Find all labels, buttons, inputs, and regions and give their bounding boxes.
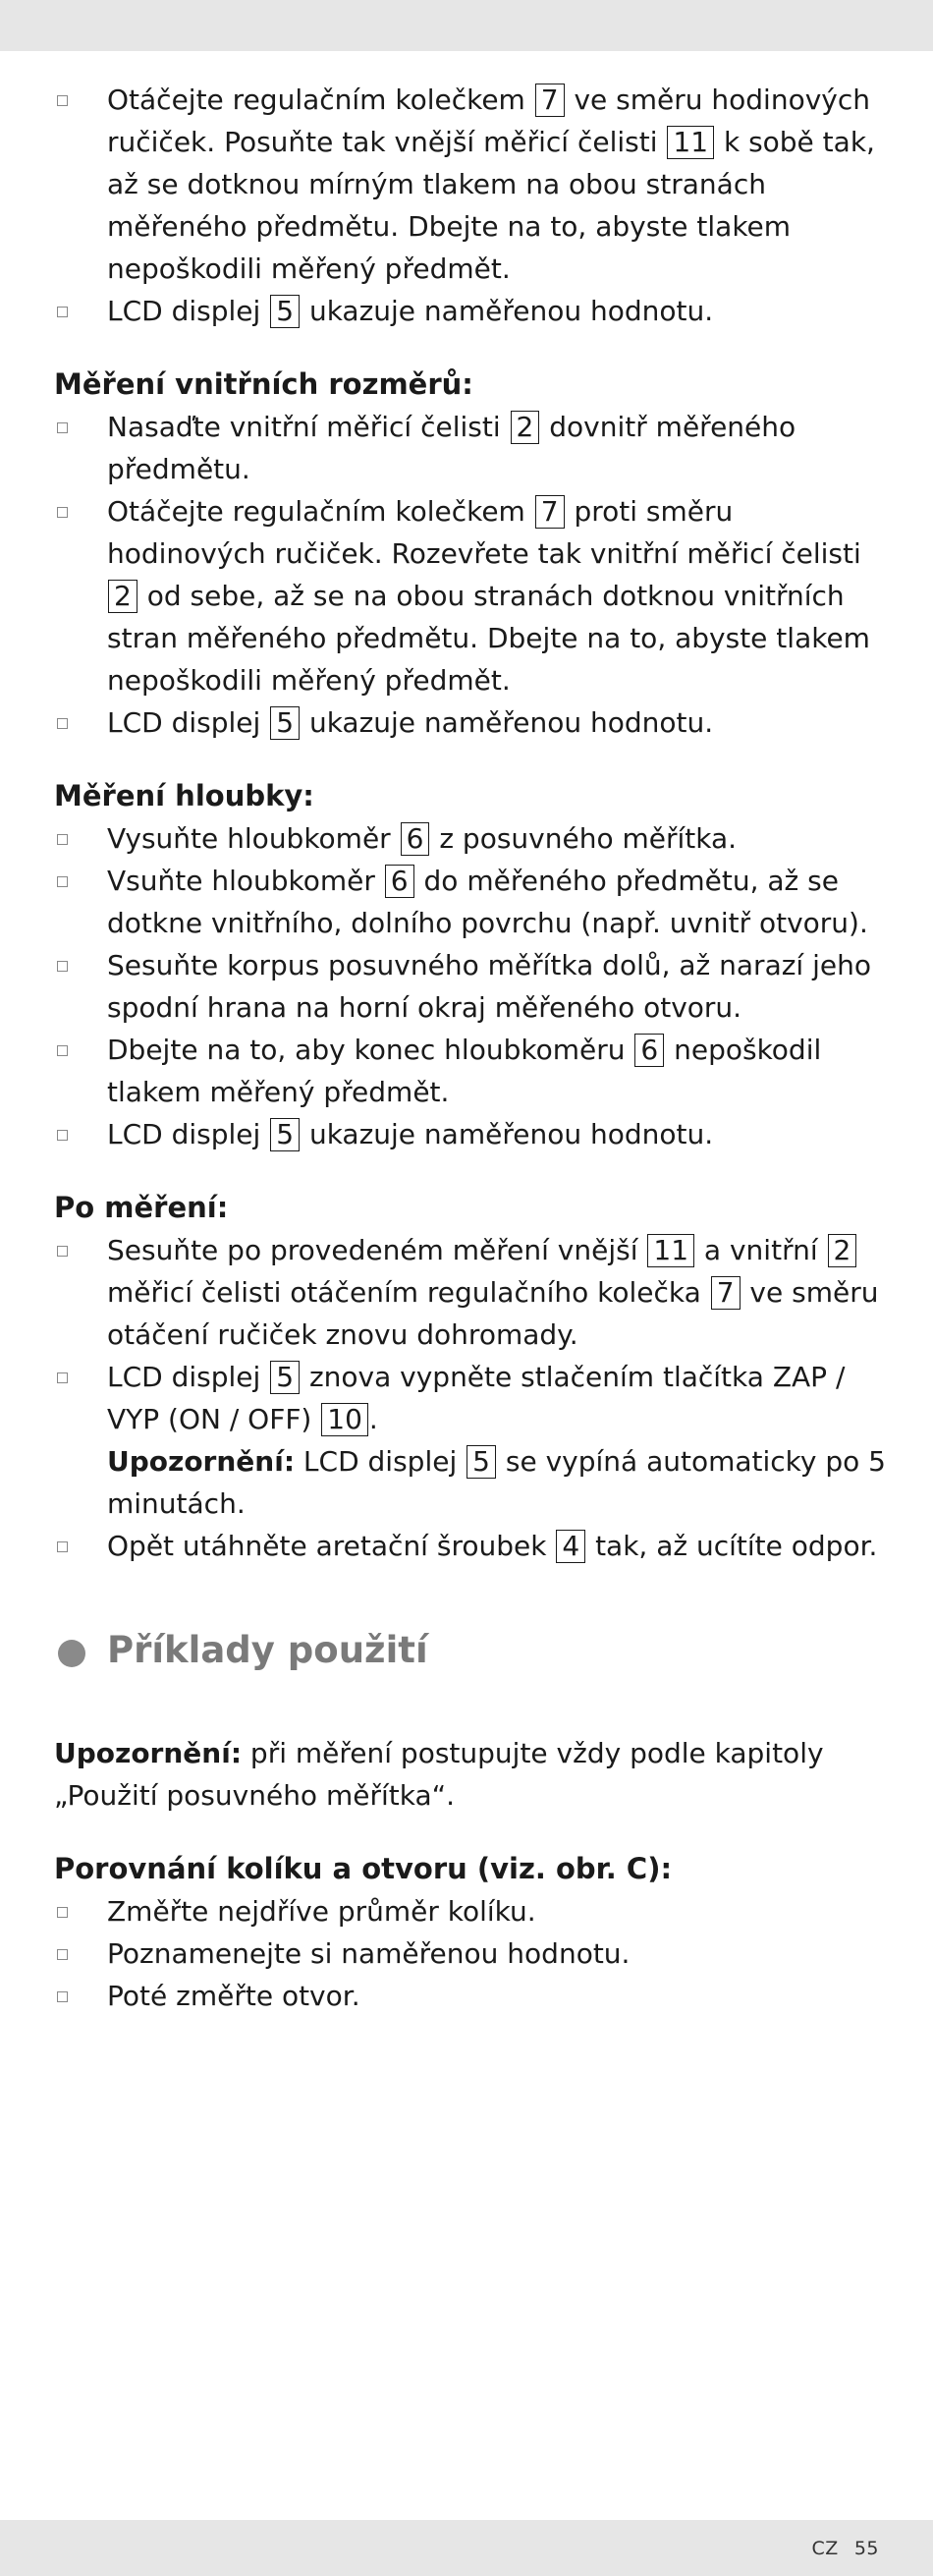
bullet-dot-icon [58,1640,85,1667]
item-text: proti směru hodinových ručiček. Rozevřete tak vnitřní měřicí čelisti [107,495,861,570]
chapter-heading-text: Příklady použití [107,1629,428,1671]
bullet-icon [57,961,68,972]
bullet-icon [57,1372,68,1383]
list-item [54,1229,889,1356]
note-text: se vypíná automaticky po 5 minutách. [107,1445,886,1520]
item-text: Sesuňte korpus posuvného měřítka dolů, až narazí jeho spodní hrana na horní okraj měřeného otvoru. [107,949,871,1024]
item-text: LCD displej [107,295,270,327]
part-number-badge: 7 [535,495,565,529]
part-number-badge: 2 [511,411,540,444]
part-number-badge: 11 [647,1234,694,1267]
list-item [54,817,889,860]
item-text: a vnitřní [695,1234,827,1266]
item-text: Vsuňte hloubkoměr [107,865,384,897]
item-text: Nasaďte vnitřní měřicí čelisti [107,411,510,443]
page-number: 55 [853,2538,879,2559]
item-text: ukazuje naměřenou hodnotu. [301,1118,714,1150]
bullet-icon [57,1541,68,1552]
note-label: Upozornění: [54,1737,243,1769]
page-content [54,79,889,2017]
item-text: Změřte nejdříve průměr kolíku. [107,1895,536,1928]
list-item [54,701,889,744]
section-heading: Měření hloubky: [54,779,314,812]
part-number-badge: 7 [711,1276,741,1310]
bullet-icon [57,1130,68,1141]
item-text: LCD displej [107,1118,270,1150]
chapter-heading [54,1626,889,1675]
bullet-icon [57,1246,68,1257]
list-item [54,1525,889,1567]
section-heading: Měření vnitřních rozměrů: [54,367,473,401]
item-text: Otáčejte regulačním kolečkem [107,495,534,528]
list-item [54,1890,889,1932]
part-number-badge: 5 [270,1361,300,1394]
list-item [54,944,889,1029]
list-item [54,406,889,490]
list-item [54,1029,889,1113]
item-text: dovnitř měřeného předmětu. [107,411,796,485]
part-number-badge: 5 [270,706,300,740]
item-text: ukazuje naměřenou hodnotu. [301,295,714,327]
note-text: při měření postupujte vždy podle kapitoly „Použití posuvného měřítka“. [54,1737,824,1812]
bullet-icon [57,1949,68,1960]
list-item [54,79,889,290]
part-number-badge: 5 [270,1118,300,1151]
footer-language: CZ [811,2538,839,2559]
bullet-icon [57,307,68,317]
item-text: . [368,1403,378,1435]
list-item [54,860,889,944]
item-text: Dbejte na to, aby konec hloubkoměru [107,1034,634,1066]
section-heading: Porovnání kolíku a otvoru (viz. obr. C): [54,1852,673,1885]
bullet-icon [57,507,68,518]
part-number-badge: 6 [634,1034,664,1067]
bullet-icon [57,876,68,887]
part-number-badge: 11 [667,126,714,159]
part-number-badge: 6 [385,865,414,898]
part-number-badge: 4 [556,1530,585,1563]
item-text: znova vypněte stlačením tlačítka ZAP / VYP (ON / OFF) [107,1361,846,1435]
bullet-icon [57,834,68,845]
page-footer [812,2538,879,2559]
list-item [54,1932,889,1975]
item-text: od sebe, až se na obou stranách dotknou vnitřních stran měřeného předmětu. Dbejte na to, abyste tlakem nepoškodili měřený předmět. [107,580,870,697]
footer-bar [0,2520,933,2576]
item-text: měřicí čelisti otáčením regulačního kolečka [107,1276,710,1309]
item-text: Opět utáhněte aretační šroubek [107,1530,556,1562]
bullet-icon [57,1991,68,2002]
item-text: Poté změřte otvor. [107,1980,360,2012]
note [107,1440,889,1525]
item-text: tak, až ucítíte odpor. [586,1530,878,1562]
item-text: ve směru hodinových ručiček. Posuňte tak vnější měřicí čelisti [107,84,870,158]
part-number-badge: 5 [466,1445,496,1479]
part-number-badge: 10 [321,1403,368,1436]
item-text: LCD displej [107,1361,270,1393]
item-text: Poznamenejte si naměřenou hodnotu. [107,1937,631,1970]
item-text: z posuvného měřítka. [430,822,738,855]
item-text: Sesuňte po provedeném měření vnější [107,1234,647,1266]
section-heading: Po měření: [54,1191,229,1224]
item-text: LCD displej [107,706,270,739]
note-paragraph [54,1732,889,1817]
part-number-badge: 6 [401,822,430,856]
item-text: Otáčejte regulačním kolečkem [107,84,534,116]
item-text: Vysuňte hloubkoměr [107,822,400,855]
item-text: ukazuje naměřenou hodnotu. [301,706,714,739]
list-item [54,290,889,332]
note-label: Upozornění: [107,1445,296,1478]
item-text: k sobě tak, až se dotknou mírným tlakem na obou stranách měřeného předmětu. Dbejte na to, abyste tlakem nepoškodili měřený předmět. [107,126,875,285]
bullet-icon [57,422,68,433]
list-item [54,1356,889,1525]
item-text: ve směru otáčení ručiček znovu dohromady. [107,1276,879,1351]
part-number-badge: 7 [535,84,565,117]
top-bar [0,0,933,51]
part-number-badge: 2 [828,1234,857,1267]
item-text: nepoškodil tlakem měřený předmět. [107,1034,822,1108]
bullet-icon [57,718,68,729]
part-number-badge: 2 [108,580,137,613]
bullet-icon [57,1907,68,1918]
list-item [54,1975,889,2017]
bullet-icon [57,1045,68,1056]
bullet-icon [57,95,68,106]
part-number-badge: 5 [270,295,300,328]
item-text: do měřeného předmětu, až se dotkne vnitřního, dolního povrchu (např. uvnitř otvoru). [107,865,868,939]
list-item [54,490,889,701]
note-text: LCD displej [295,1445,466,1478]
list-item [54,1113,889,1155]
